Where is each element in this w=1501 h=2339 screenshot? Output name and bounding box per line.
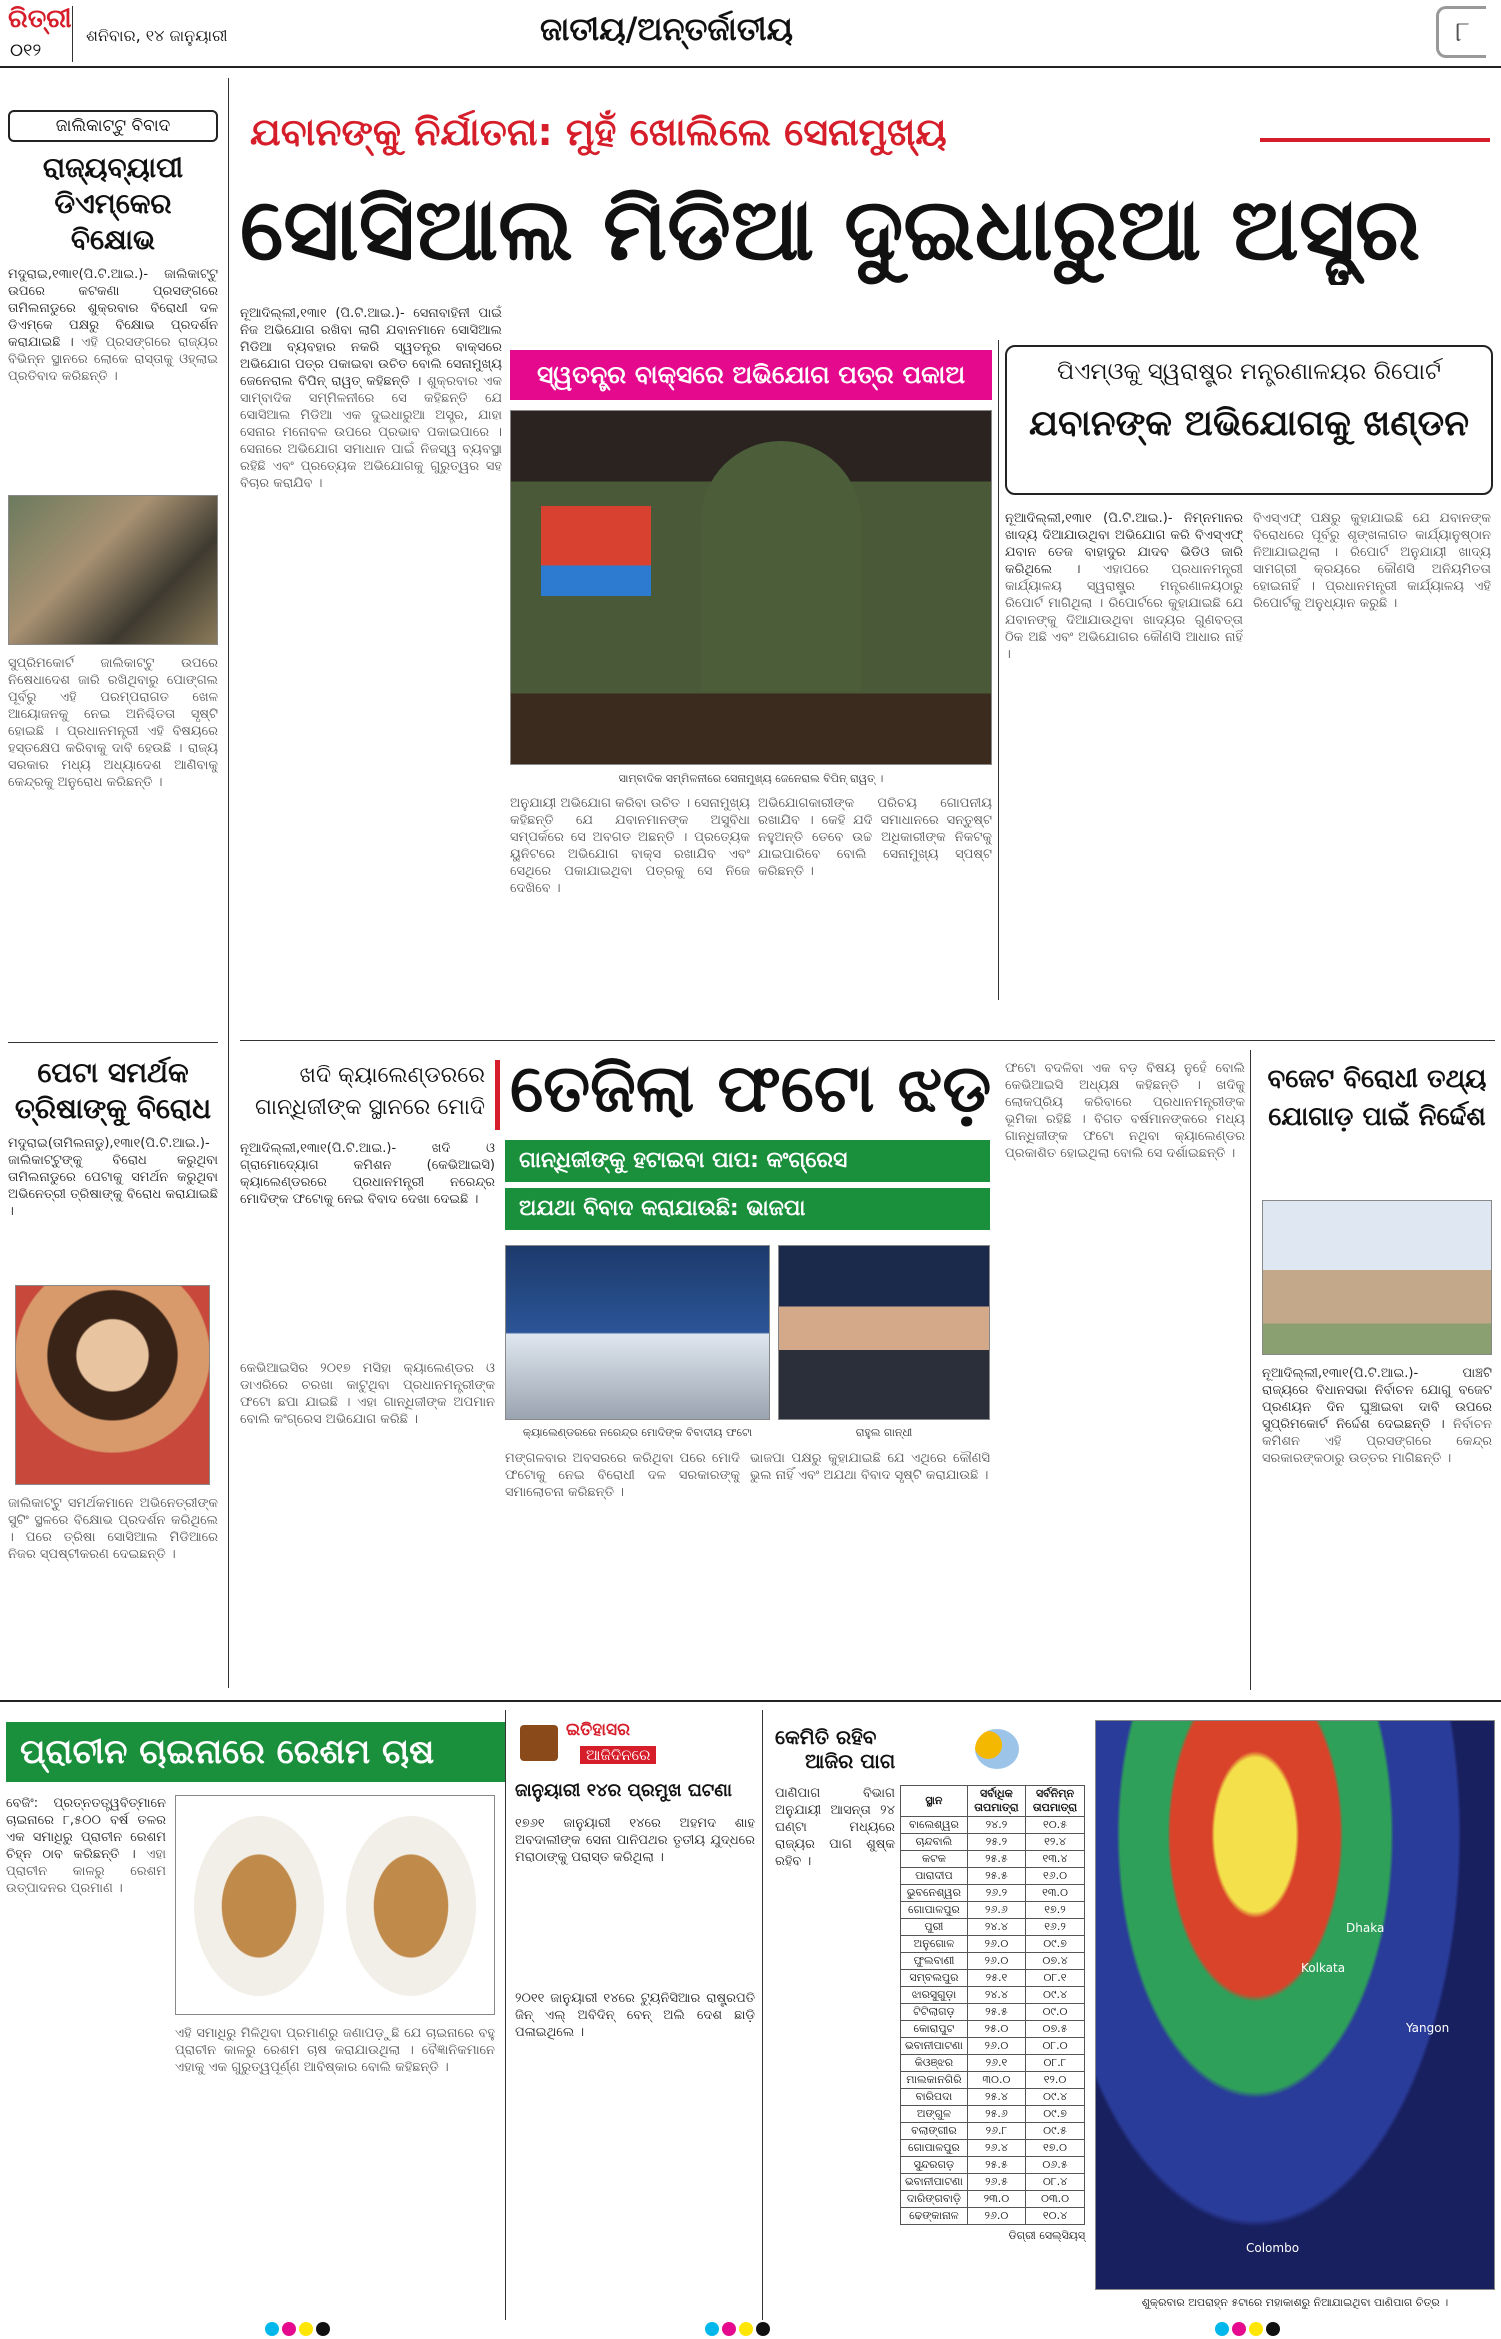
weather-row bbox=[901, 2004, 1085, 2021]
calendar-body-col2: କେଭିଆଇସିର ୨୦୧୭ ମସିହା କ୍ୟାଲେଣ୍ଡର ଓ ଡାଏରିରେ ଚରଖା କାଟୁଥିବା ପ୍ରଧାନମନ୍ତ୍ରୀଙ୍କ ଫଟୋ ଛପା ଯାଇଛି । ଏହା ଗାନ୍ଧିଜୀଙ୍କ ଅପମାନ ବୋଲି କଂଗ୍ରେସ ଅଭିଯୋଗ କରିଛି । bbox=[240, 1361, 495, 1427]
weather-max: ୨୬.୬ bbox=[967, 1902, 1025, 1919]
weather-place: ଅନୁଗୋଳ bbox=[901, 1936, 968, 1953]
weather-place: ଗୋପାଳପୁର bbox=[901, 2140, 968, 2157]
weather-place: ସୁନ୍ଦରଗଡ଼ bbox=[901, 2157, 968, 2174]
silk-headline: ପ୍ରାଚୀନ ଚାଇନାରେ ରେଶମ ଚାଷ bbox=[6, 1722, 506, 1782]
weather-place: କିଓଞ୍ଝର bbox=[901, 2055, 968, 2072]
calendar-dateline: ନୂଆଦିଲ୍ଲୀ,୧୩ା୧(ପି.ଟି.ଆଇ.)- ଖଦି ଓ ଗ୍ରାମୋଦ୍ୟୋଗ କମିଶନ (କେଭିଆଇସି) କ୍ୟାଲେଣ୍ଡରରେ ପ୍ରଧାନମନ୍ତ୍ରୀ ନରେନ୍ଦ୍ର ମୋଦିଙ୍କ ଫଟୋକୁ ନେଇ ବିବାଦ ଦେଖା ଦେଇଛି । bbox=[240, 1141, 495, 1207]
weather-min: ୦୮.୪ bbox=[1026, 2174, 1085, 2191]
silk-body: ବେଜିଂ: ପ୍ରତ୍ନତତ୍ତ୍ୱବିତ୍‌ମାନେ ଚାଇନାରେ ୮,୫୦୦ ବର୍ଷ ତଳର ଏକ ସମାଧିରୁ ପ୍ରାଚୀନ ରେଶମ ଚିହ୍ନ ଠାବ କରିଛନ୍ତି । bbox=[6, 1796, 166, 1862]
weather-max: ୨୪.୪ bbox=[967, 1919, 1025, 1936]
weather-row bbox=[901, 1834, 1085, 1851]
weather-max: ୨୪.୨ bbox=[967, 1817, 1025, 1834]
weather-min: ୧୩.୪ bbox=[1026, 1851, 1085, 1868]
calendar-caption1: କ୍ୟାଲେଣ୍ଡରରେ ନରେନ୍ଦ୍ର ମୋଦିଙ୍କ ବିବାଦୀୟ ଫଟୋ bbox=[522, 1426, 753, 1439]
weather-place: ମାଲକାନଗିରି bbox=[901, 2072, 968, 2089]
weather-min: ୧୩.୦ bbox=[1026, 1885, 1085, 1902]
trisha-photo bbox=[15, 1285, 210, 1485]
weather-row bbox=[901, 1868, 1085, 1885]
weather-max: ୨୫.୫ bbox=[967, 1851, 1025, 1868]
weather-min: ୧୦.୫ bbox=[1026, 1817, 1085, 1834]
weather-place: ଦାରିଙ୍ଗବାଡ଼ି bbox=[901, 2191, 968, 2208]
page-code: ୦୧୨ bbox=[10, 40, 42, 61]
weather-min: ୦୮.୮ bbox=[1026, 2055, 1085, 2072]
calendar-sub1: ଗାନ୍ଧିଜୀଙ୍କୁ ହଟାଇବା ପାପ: କଂଗ୍ରେସ bbox=[505, 1140, 990, 1182]
map-label-kolkata: Kolkata bbox=[1301, 1961, 1346, 1975]
story-headline: ପେଟା ସମର୍ଥକ ତ୍ରିଷାଙ୍କୁ ବିରୋଧ bbox=[14, 1056, 212, 1125]
weather-min: ୧୭.୨ bbox=[1026, 1902, 1085, 1919]
left-story2-body: ଜାଲିକାଟ୍ଟୁ ସମର୍ଥକମାନେ ଅଭିନେତ୍ରୀଙ୍କ ସୁଟିଂ ସ୍ଥଳରେ ବିକ୍ଷୋଭ ପ୍ରଦର୍ଶନ କରିଥିଲେ । ପରେ ତ୍ରିଷା ସୋସିଆଲ ମିଡିଆରେ ନିଜର ସ୍ପଷ୍ଟୀକରଣ ଦେଇଛନ୍ତି । bbox=[8, 1496, 218, 1562]
satellite-map bbox=[1095, 1720, 1495, 2290]
weather-row bbox=[901, 2072, 1085, 2089]
weather-min: ୦୯.୪ bbox=[1026, 2089, 1085, 2106]
weather-place: ବାରିପଦା bbox=[901, 2089, 968, 2106]
budget-dateline: ନୂଆଦିଲ୍ଲୀ,୧୩ା୧(ପି.ଟି.ଆଇ.)- ପାଞ୍ଚଟି ରାଜ୍ୟରେ ବିଧାନସଭା ନିର୍ବାଚନ ଯୋଗୁ ବଜେଟ ପ୍ରଣୟନ ଦିନ ଘୁଞ୍ଚାଇବା ଦାବି ଉପରେ ସୁପ୍ରିମକୋର୍ଟ ନିର୍ଦ୍ଦେଶ ଦେଇଛନ୍ତି । bbox=[1262, 1366, 1492, 1432]
weather-row bbox=[901, 1953, 1085, 1970]
weather-row bbox=[901, 2123, 1085, 2140]
left-story-continued: ସୁପ୍ରିମକୋର୍ଟ ଜାଲିକାଟ୍ଟୁ ଉପରେ ନିଷେଧାଦେଶ ଜାରି ରଖିଥିବାରୁ ପୋଙ୍ଗଲ ପୂର୍ବରୁ ଏହି ପରମ୍ପରାଗତ ଖେଳ ଆୟୋଜନକୁ ନେଇ ଅନିଶ୍ଚିତତା ସୃଷ୍ଟି ହୋଇଛି । ପ୍ରଧାନମନ୍ତ୍ରୀ ଏହି ବିଷୟରେ ହସ୍ତକ୍ଷେପ କରିବାକୁ ଦାବି ହେଉଛି । ରାଜ୍ୟ ସରକାର ମଧ୍ୟ ଅଧ୍ୟାଦେଶ ଆଣିବାକୁ କେନ୍ଦ୍ରକୁ ଅନୁରୋଧ କରିଛନ୍ତି । bbox=[8, 656, 218, 790]
weather-max: ୨୫.୫ bbox=[967, 1868, 1025, 1885]
weather-max: ୨୫.୧ bbox=[967, 1970, 1025, 1987]
budget-headline: ବଜେଟ ବିରୋଧୀ ତଥ୍ୟ ଯୋଗାଡ଼ ପାଇଁ ନିର୍ଦ୍ଦେଶ bbox=[1267, 1064, 1487, 1132]
weather-max: ୨୩.୦ bbox=[967, 2191, 1025, 2208]
weather-place: ଝାରସୁଗୁଡ଼ା bbox=[901, 1987, 968, 2004]
left-story-trisha bbox=[8, 1055, 218, 1275]
silk-body-col2: ଏହି ସମାଧିରୁ ମିଳିଥିବା ପ୍ରମାଣରୁ ଜଣାପଡ଼ୁଛି ଯେ ଚାଇନାରେ ବହୁ ପ୍ରାଚୀନ କାଳରୁ ରେଶମ ଚାଷ କରାଯାଉଥିଲା । ବୈଜ୍ଞାନିକମାନେ ଏହାକୁ ଏକ ଗୁରୁତ୍ୱପୂର୍ଣ୍ଣ ଆବିଷ୍କାର ବୋଲି କହିଛନ୍ତି । bbox=[175, 2026, 495, 2075]
weather-min: ୦୯.୭ bbox=[1026, 2106, 1085, 2123]
weather-place: ଫୁଲବାଣୀ bbox=[901, 1953, 968, 1970]
weather-min: ୦୯.୫ bbox=[1026, 2123, 1085, 2140]
weather-row bbox=[901, 2191, 1085, 2208]
satellite-caption: ଶୁକ୍ରବାର ଅପରାହ୍ନ ୫ଟାରେ ମହାକାଶରୁ ନିଆଯାଇଥିବା ପାଣିପାଗ ଚିତ୍ର । bbox=[1141, 2296, 1449, 2309]
weather-row bbox=[901, 1902, 1085, 1919]
history-item2-text: ୨୦୧୧ ଜାନୁୟାରୀ ୧୪ରେ ଟ୍ୟୁନିସିଆର ରାଷ୍ଟ୍ରପତି ଜିନ୍ ଏଲ୍ ଅବିଦିନ୍ ବେନ୍ ଅଲି ଦେଶ ଛାଡ଼ି ପଳାଇଥିଲେ । bbox=[515, 1991, 755, 2040]
map-label-colombo: Colombo bbox=[1246, 2241, 1300, 2255]
weather-place: ପୁରୀ bbox=[901, 1919, 968, 1936]
side-story-headline: ଯବାନଙ୍କ ଅଭିଯୋଗକୁ ଖଣ୍ଡନ bbox=[1028, 403, 1470, 444]
weather-min: ୦୯.୭ bbox=[1026, 1936, 1085, 1953]
weather-min: ୦୮.୦ bbox=[1026, 2038, 1085, 2055]
modi-charkha-photo bbox=[505, 1245, 770, 1420]
col-max: ସର୍ବାଧିକ ତାପମାତ୍ରା bbox=[967, 1786, 1025, 1817]
story-kicker: ଜାଲିକାଟ୍ଟୁ ବିବାଦ bbox=[8, 110, 218, 142]
weather-row bbox=[901, 1970, 1085, 1987]
weather-forecast bbox=[775, 1785, 895, 2295]
history-label-top: ଇତିହାସର bbox=[566, 1720, 631, 1740]
story-headline: ରାଜ୍ୟବ୍ୟାପୀ ଡିଏମ୍‌କେର ବିକ୍ଷୋଭ bbox=[42, 151, 184, 256]
calendar-kicker: ଖଦି କ୍ୟାଲେଣ୍ଡରରେ ଗାନ୍ଧିଜୀଙ୍କ ସ୍ଥାନରେ ମୋଦି bbox=[255, 1063, 485, 1120]
weather-row bbox=[901, 2106, 1085, 2123]
calendar-caption2: ରାହୁଲ ଗାନ୍ଧୀ bbox=[855, 1426, 913, 1439]
weather-place: ଚାନ୍ଦବାଲି bbox=[901, 1834, 968, 1851]
weather-min: ୧୦.୪ bbox=[1026, 2208, 1085, 2225]
weather-place: ସମ୍ବଲପୁର bbox=[901, 1970, 968, 1987]
weather-table bbox=[900, 1785, 1085, 2225]
calendar-body-col1 bbox=[240, 1140, 495, 1350]
weather-min: ୦୭.୫ bbox=[1026, 2021, 1085, 2038]
weather-min: ୦୭.୪ bbox=[1026, 1953, 1085, 1970]
budget-body: ନୂଆଦିଲ୍ଲୀ,୧୩ା୧(ପି.ଟି.ଆଇ.)- ପାଞ୍ଚଟି ରାଜ୍ୟରେ ବିଧାନସଭା ନିର୍ବାଚନ ଯୋଗୁ ବଜେଟ ପ୍ରଣୟନ ଦିନ ଘୁଞ୍ଚାଇବା ଦାବି ଉପରେ ସୁପ୍ରିମକୋର୍ଟ ନିର୍ଦ୍ଦେଶ ଦେଇଛନ୍ତି । ନିର୍ବାଚନ କମିଶନ ଏହି ପ୍ରସଙ୍ଗରେ କେନ୍ଦ୍ର ସରକାରଙ୍କଠାରୁ ଉତ୍ତର ମାଗିଛନ୍ତି । bbox=[1262, 1366, 1492, 1466]
weather-max: ୩୦.୦ bbox=[967, 2072, 1025, 2089]
weather-max: ୨୫.୪ bbox=[967, 2089, 1025, 2106]
weather-max: ୨୬.୧ bbox=[967, 2055, 1025, 2072]
weather-row bbox=[901, 1919, 1085, 1936]
person-silhouette bbox=[701, 441, 861, 691]
weather-row bbox=[901, 1885, 1085, 1902]
lead-kicker-rule bbox=[1260, 138, 1490, 142]
side-story-box bbox=[1005, 345, 1493, 495]
story-dateline: ମଦୁରାଇ(ତାମିଲନାଡୁ),୧୩ା୧(ପି.ଟି.ଆଇ.)- ଜାଲିକାଟ୍ଟୁଙ୍କୁ ବିରୋଧ କରୁଥିବା ତାମିଲନାଡୁରେ ପେଟାକୁ ସମର୍ଥନ କରୁଥିବା ଅଭିନେତ୍ରୀ ତ୍ରିଷାଙ୍କୁ ବିରୋଧ କରାଯାଇଛି । bbox=[8, 1136, 218, 1219]
supreme-court-photo bbox=[1262, 1200, 1492, 1355]
lead-headline: ସୋସିଆଲ ମିଡିଆ ଦୁଇଧାରୁଆ ଅସ୍ତ୍ର bbox=[240, 180, 1421, 280]
weather-min: ୦୮.୧ bbox=[1026, 1970, 1085, 1987]
lead-photo-caption: ସାମ୍ବାଦିକ ସମ୍ମିଳନୀରେ ସେନାମୁଖ୍ୟ ଜେନେରାଲ ବିପିନ୍ ରାୱତ୍ । bbox=[618, 772, 884, 785]
weather-min: ୧୭.୦ bbox=[1026, 2140, 1085, 2157]
weather-row bbox=[901, 2174, 1085, 2191]
brand-fragment: ରିତ୍ରୀ bbox=[8, 4, 72, 34]
weather-max: ୨୬.୫ bbox=[967, 2174, 1025, 2191]
story-dateline: ମଦୁରାଇ,୧୩ା୧(ପି.ଟି.ଆଇ.)- ଜାଲିକାଟ୍ଟୁ ଉପରେ କଟକଣା ପ୍ରସଙ୍ଗରେ ତାମିଲନାଡୁରେ ଶୁକ୍ରବାର ବିରୋଧୀ ଦଳ ଡିଏମ୍‌କେ ପକ୍ଷରୁ ବିକ୍ଷୋଭ ପ୍ରଦର୍ଶନ କରାଯାଇଛି । bbox=[8, 267, 218, 350]
weather-place: ଢେଙ୍କାନାଳ bbox=[901, 2208, 968, 2225]
left-story-jallikattu: ଜାଲିକାଟ୍ଟୁ ବିବାଦ ରାଜ୍ୟବ୍ୟାପୀ ଡିଏମ୍‌କେର ବିକ୍ଷୋଭ ମଦୁରାଇ,୧୩ା୧(ପି.ଟି.ଆଇ.)- ଜାଲିକାଟ୍ଟୁ ଉପରେ କଟକଣା ପ୍ରସଙ୍ଗରେ ତାମିଲନାଡୁରେ ଶୁକ୍ରବାର ବିରୋଧୀ ଦଳ ଡିଏମ୍‌କେ ପକ୍ଷରୁ ବିକ୍ଷୋଭ ପ୍ରଦର୍ଶନ କରାଯାଇଛି । ଏହି ପ୍ରସଙ୍ଗରେ ରାଜ୍ୟର ବିଭିନ୍ନ ସ୍ଥାନରେ ଲୋକେ ରାସ୍ତାକୁ ଓହ୍ଲାଇ ପ୍ରତିବାଦ କରିଛନ୍ତି । bbox=[8, 110, 218, 436]
lead-kicker: ଯବାନଙ୍କୁ ନିର୍ଯାତନା: ମୁହଁ ଖୋଲିଲେ ସେନାମୁଖ୍ୟ bbox=[250, 110, 947, 154]
weather-table-wrap bbox=[900, 1785, 1085, 2243]
silkworm-photo bbox=[175, 1795, 495, 2015]
weather-min: ୦୬.୫ bbox=[1026, 2157, 1085, 2174]
weather-row bbox=[901, 1851, 1085, 1868]
rahul-gandhi-photo bbox=[778, 1245, 990, 1420]
weather-min: ୧୨.୪ bbox=[1026, 1834, 1085, 1851]
weather-max: ୨୫.୨ bbox=[967, 1834, 1025, 1851]
page-number: ୮ bbox=[1436, 6, 1486, 58]
weather-min: ୧୬.୦ bbox=[1026, 1868, 1085, 1885]
weather-row bbox=[901, 2055, 1085, 2072]
history-icon bbox=[520, 1725, 558, 1761]
weather-max: ୨୬.୦ bbox=[967, 2208, 1025, 2225]
map-label-dhaka: Dhaka bbox=[1346, 1921, 1385, 1935]
weather-title-line2: ଆଜିର ପାଗ bbox=[805, 1749, 896, 1773]
flag-icon bbox=[541, 506, 651, 596]
registration-marks bbox=[0, 2320, 1501, 2339]
weather-max: ୨୬.୦ bbox=[967, 1936, 1025, 1953]
weather-row bbox=[901, 1936, 1085, 1953]
weather-place: ପାରାଦୀପ bbox=[901, 1868, 968, 1885]
weather-place: ବାଲେଶ୍ୱର bbox=[901, 1817, 968, 1834]
calendar-kicker-bar bbox=[495, 1060, 500, 1130]
weather-max: ୨୫.୬ bbox=[967, 2106, 1025, 2123]
lead-dateline: ନୂଆଦିଲ୍ଲୀ,୧୩ା୧ (ପି.ଟି.ଆଇ.)- ସେନାବାହିନୀ ପାଇଁ ନିଜ ଅଭିଯୋଗ ରଖିବା ଲାଗି ଯବାନମାନେ ସୋସିଆଲ ମିଡିଆ ବ୍ୟବହାର ନକରି ସ୍ୱତନ୍ତ୍ର ବାକ୍ସରେ ଅଭିଯୋଗ ପତ୍ର ପକାଇବା ଉଚିତ ବୋଲି ସେନାମୁଖ୍ୟ ଜେନେରାଲ ବିପିନ୍ ରାୱତ୍ କହିଛନ୍ତି । bbox=[240, 306, 502, 389]
army-chief-photo bbox=[510, 410, 992, 765]
weather-row bbox=[901, 2038, 1085, 2055]
weather-row bbox=[901, 2021, 1085, 2038]
side-story-dateline: ନୂଆଦିଲ୍ଲୀ,୧୩ା୧ (ପି.ଟି.ଆଇ.)- ନିମ୍ନମାନର ଖାଦ୍ୟ ଦିଆଯାଉଥିବା ଅଭିଯୋଗ କରି ବିଏସ୍‌ଏଫ୍ ଯବାନ ତେଜ ବାହାଦୁର ଯାଦବ ଭିଡିଓ ଜାରି କରିଥିଲେ । bbox=[1005, 511, 1243, 577]
side-story-col2: ବିଏସ୍‌ଏଫ୍ ପକ୍ଷରୁ କୁହାଯାଇଛି ଯେ ଯବାନଙ୍କ ବିରୋଧରେ ପୂର୍ବରୁ ଶୃଙ୍ଖଳାଗତ କାର୍ଯ୍ୟାନୁଷ୍ଠାନ ନିଆଯାଇଥିଲା । ରିପୋର୍ଟ ଅନୁଯାୟୀ ଖାଦ୍ୟ ସାମଗ୍ରୀ କ୍ରୟରେ କୌଣସି ଅନିୟମିତତା ହୋଇନାହିଁ । ପ୍ରଧାନମନ୍ତ୍ରୀ କାର୍ଯ୍ୟାଳୟ ଏହି ରିପୋର୍ଟକୁ ଅନୁଧ୍ୟାନ କରୁଛି । bbox=[1253, 511, 1491, 611]
weather-row bbox=[901, 1987, 1085, 2004]
weather-max: ୨୬.୪ bbox=[967, 2140, 1025, 2157]
calendar-body-col5: ଫଟୋ ବଦଳିବା ଏକ ବଡ଼ ବିଷୟ ନୁହେଁ ବୋଲି କେଭିଆଇସି ଅଧ୍ୟକ୍ଷ କହିଛନ୍ତି । ଖଦିକୁ ଲୋକପ୍ରିୟ କରିବାରେ ପ୍ରଧାନମନ୍ତ୍ରୀଙ୍କ ଭୂମିକା ରହିଛି । ବିଗତ ବର୍ଷମାନଙ୍କରେ ମଧ୍ୟ ଗାନ୍ଧିଜୀଙ୍କ ଫଟୋ ନଥିବା କ୍ୟାଲେଣ୍ଡର ପ୍ରକାଶିତ ହୋଇଥିଲା ବୋଲି ସେ ଦର୍ଶାଇଛନ୍ତି । bbox=[1005, 1061, 1245, 1161]
weather-row bbox=[901, 2208, 1085, 2225]
weather-place: ଅଙ୍ଗୁଳ bbox=[901, 2106, 968, 2123]
side-story-kicker: ପିଏମ୍‌ଓକୁ ସ୍ୱରାଷ୍ଟ୍ର ମନ୍ତ୍ରଣାଳୟର ରିପୋର୍ଟ bbox=[1057, 359, 1441, 385]
weather-max: ୨୫.୫ bbox=[967, 2004, 1025, 2021]
sun-cloud-icon bbox=[975, 1729, 1019, 1769]
jallikattu-photo bbox=[8, 495, 218, 645]
weather-max: ୨୫.୫ bbox=[967, 2157, 1025, 2174]
section-title: ଜାତୀୟ/ଅନ୍ତର୍ଜାତୀୟ bbox=[540, 10, 793, 48]
issue-date: ଶନିବାର, ୧୪ ଜାନୁୟାରୀ bbox=[86, 26, 228, 45]
col-place: ସ୍ଥାନ bbox=[901, 1786, 968, 1817]
weather-place: ଟିଟିଲାଗଡ଼ bbox=[901, 2004, 968, 2021]
lead-body-col2: ଅନୁଯାୟୀ ଅଭିଯୋଗ କରିବା ଉଚିତ । ସେନାମୁଖ୍ୟ କହିଛନ୍ତି ଯେ ଯବାନମାନଙ୍କ ଅସୁବିଧା ସମ୍ପର୍କରେ ସେ ଅବଗତ ଅଛନ୍ତି । ପ୍ରତ୍ୟେକ ୟୁନିଟରେ ଅଭିଯୋଗ ବାକ୍ସ ରଖାଯିବ ଏବଂ ସେଥିରେ ପକାଯାଇଥିବା ପତ୍ରକୁ ସେ ନିଜେ ଦେଖିବେ । bbox=[510, 796, 750, 896]
weather-max: ୨୬.୨ bbox=[967, 1885, 1025, 1902]
weather-row bbox=[901, 1817, 1085, 1834]
weather-max: ୨୬.୮ bbox=[967, 2123, 1025, 2140]
weather-row bbox=[901, 2140, 1085, 2157]
weather-place: ଗୋପାଳପୁର bbox=[901, 1902, 968, 1919]
weather-title-line1: କେମିତି ରହିବ bbox=[775, 1725, 877, 1749]
lead-sub-banner: ସ୍ୱତନ୍ତ୍ର ବାକ୍ସରେ ଅଭିଯୋଗ ପତ୍ର ପକାଅ bbox=[510, 350, 992, 400]
history-item2 bbox=[515, 1990, 755, 2315]
weather-place: ବଲାଙ୍ଗୀର bbox=[901, 2123, 968, 2140]
weather-min: ୧୬.୨ bbox=[1026, 1919, 1085, 1936]
calendar-headline: ତେଜିଲା ଫଟୋ ଝଡ଼ bbox=[510, 1050, 992, 1127]
calendar-body-col3: ମଙ୍ଗଳବାର ଅବସରରେ କରିଥିବା ପରେ ମୋଦି ଫଟୋକୁ ନେଇ ବିରୋଧୀ ଦଳ ସରକାରଙ୍କୁ ସମାଲୋଚନା କରିଛନ୍ତି । bbox=[505, 1451, 740, 1500]
map-label-yangon: Yangon bbox=[1406, 2021, 1450, 2035]
weather-max: ୨୪.୪ bbox=[967, 1987, 1025, 2004]
weather-min: ୧୨.୦ bbox=[1026, 2072, 1085, 2089]
weather-place: ଭୁବନେଶ୍ୱର bbox=[901, 1885, 968, 1902]
weather-place: କୋରାପୁଟ bbox=[901, 2021, 968, 2038]
weather-row bbox=[901, 2157, 1085, 2174]
page-header bbox=[0, 0, 1501, 70]
weather-min: ୦୩.୦ bbox=[1026, 2191, 1085, 2208]
history-item1 bbox=[515, 1815, 755, 1975]
weather-max: ୨୬.୦ bbox=[967, 1953, 1025, 1970]
history-title: ଜାନୁୟାରୀ ୧୪ର ପ୍ରମୁଖ ଘଟଣା bbox=[515, 1780, 732, 1801]
weather-place: କଟକ bbox=[901, 1851, 968, 1868]
weather-max: ୨୬.୦ bbox=[967, 2038, 1025, 2055]
weather-place: ଭବାନୀପାଟଣା bbox=[901, 2174, 968, 2191]
weather-min: ୦୯.୦ bbox=[1026, 2004, 1085, 2021]
weather-min: ୦୯.୪ bbox=[1026, 1987, 1085, 2004]
weather-title bbox=[775, 1725, 1075, 1775]
weather-row bbox=[901, 2089, 1085, 2106]
silk-body-col1: ବେଜିଂ: ପ୍ରତ୍ନତତ୍ତ୍ୱବିତ୍‌ମାନେ ଚାଇନାରେ ୮,୫୦୦ ବର୍ଷ ତଳର ଏକ ସମାଧିରୁ ପ୍ରାଚୀନ ରେଶମ ଚିହ୍ନ ଠାବ କରିଛନ୍ତି । ଏହା ପ୍ରାଚୀନ କାଳରୁ ରେଶମ ଉତ୍ପାଦନର ପ୍ରମାଣ । bbox=[6, 1796, 166, 1896]
history-item1-text: ୧୭୬୧ ଜାନୁୟାରୀ ୧୪ରେ ଅହମଦ ଶାହ ଅବଦାଲୀଙ୍କ ସେନା ପାନିପଥର ତୃତୀୟ ଯୁଦ୍ଧରେ ମରାଠାଙ୍କୁ ପରାସ୍ତ କରିଥିଲା । bbox=[515, 1816, 755, 1865]
calendar-body-col4: ଭାଜପା ପକ୍ଷରୁ କୁହାଯାଇଛି ଯେ ଏଥିରେ କୌଣସି ଭୁଲ ନାହିଁ ଏବଂ ଅଯଥା ବିବାଦ ସୃଷ୍ଟି କରାଯାଉଛି । bbox=[750, 1451, 990, 1483]
weather-place: ଭବାନୀପାଟଣା bbox=[901, 2038, 968, 2055]
lead-body-col1: ନୂଆଦିଲ୍ଲୀ,୧୩ା୧ (ପି.ଟି.ଆଇ.)- ସେନାବାହିନୀ ପାଇଁ ନିଜ ଅଭିଯୋଗ ରଖିବା ଲାଗି ଯବାନମାନେ ସୋସିଆଲ ମିଡିଆ ବ୍ୟବହାର ନକରି ସ୍ୱତନ୍ତ୍ର ବାକ୍ସରେ ଅଭିଯୋଗ ପତ୍ର ପକାଇବା ଉଚିତ ବୋଲି ସେନାମୁଖ୍ୟ ଜେନେରାଲ ବିପିନ୍ ରାୱତ୍ କହିଛନ୍ତି । ଶୁକ୍ରବାର ଏକ ସାମ୍ବାଦିକ ସମ୍ମିଳନୀରେ ସେ କହିଛନ୍ତି ଯେ ସୋସିଆଲ ମିଡିଆ ଏକ ଦୁଇଧାରୁଆ ଅସ୍ତ୍ର, ଯାହା ସେନାର ମନୋବଳ ଉପରେ ପ୍ରଭାବ ପକାଇପାରେ । ସେନାରେ ଅଭିଯୋଗ ସମାଧାନ ପାଇଁ ନିଜସ୍ୱ ବ୍ୟବସ୍ଥା ରହିଛି ଏବଂ ପ୍ରତ୍ୟେକ ଅଭିଯୋଗକୁ ଗୁରୁତ୍ୱର ସହ ବିଚାର କରାଯିବ । bbox=[240, 306, 502, 491]
side-story-col1: ନୂଆଦିଲ୍ଲୀ,୧୩ା୧ (ପି.ଟି.ଆଇ.)- ନିମ୍ନମାନର ଖାଦ୍ୟ ଦିଆଯାଉଥିବା ଅଭିଯୋଗ କରି ବିଏସ୍‌ଏଫ୍ ଯବାନ ତେଜ ବାହାଦୁର ଯାଦବ ଭିଡିଓ ଜାରି କରିଥିଲେ । ଏହାପରେ ପ୍ରଧାନମନ୍ତ୍ରୀ କାର୍ଯ୍ୟାଳୟ ସ୍ୱରାଷ୍ଟ୍ର ମନ୍ତ୍ରଣାଳୟଠାରୁ ରିପୋର୍ଟ ମାଗିଥିଲା । ରିପୋର୍ଟରେ କୁହାଯାଇଛି ଯେ ଯବାନଙ୍କୁ ଦିଆଯାଉଥିବା ଖାଦ୍ୟର ଗୁଣବତ୍ତା ଠିକ ଅଛି ଏବଂ ଅଭିଯୋଗର କୌଣସି ଆଧାର ନାହିଁ । bbox=[1005, 511, 1243, 662]
weather-max: ୨୫.୦ bbox=[967, 2021, 1025, 2038]
col-min: ସର୍ବନିମ୍ନ ତାପମାତ୍ରା bbox=[1026, 1786, 1085, 1817]
history-label bbox=[520, 1720, 710, 1770]
calendar-sub2: ଅଯଥା ବିବାଦ କରାଯାଉଛି: ଭାଜପା bbox=[505, 1188, 990, 1230]
weather-forecast-text: ପାଣିପାଗ ବିଭାଗ ଅନୁଯାୟୀ ଆସନ୍ତା ୨୪ ଘଣ୍ଟା ମଧ୍ୟରେ ରାଜ୍ୟର ପାଗ ଶୁଷ୍କ ରହିବ । bbox=[775, 1786, 895, 1869]
lead-body-col3: ଅଭିଯୋଗକାରୀଙ୍କ ପରିଚୟ ଗୋପନୀୟ ରଖାଯିବ । କେହି ଯଦି ସମାଧାନରେ ସନ୍ତୁଷ୍ଟ ନହୁଅନ୍ତି ତେବେ ଉଚ୍ଚ ଅଧିକାରୀଙ୍କ ନିକଟକୁ ଯାଇପାରିବେ ବୋଲି ସେନାମୁଖ୍ୟ ସ୍ପଷ୍ଟ କରିଛନ୍ତି । bbox=[758, 796, 992, 879]
history-label-bottom: ଆଜିଦିନରେ bbox=[580, 1746, 656, 1764]
weather-unit-note: ଡିଗ୍ରୀ ସେଲ୍‌ସିୟସ୍‌ bbox=[1008, 2229, 1085, 2242]
